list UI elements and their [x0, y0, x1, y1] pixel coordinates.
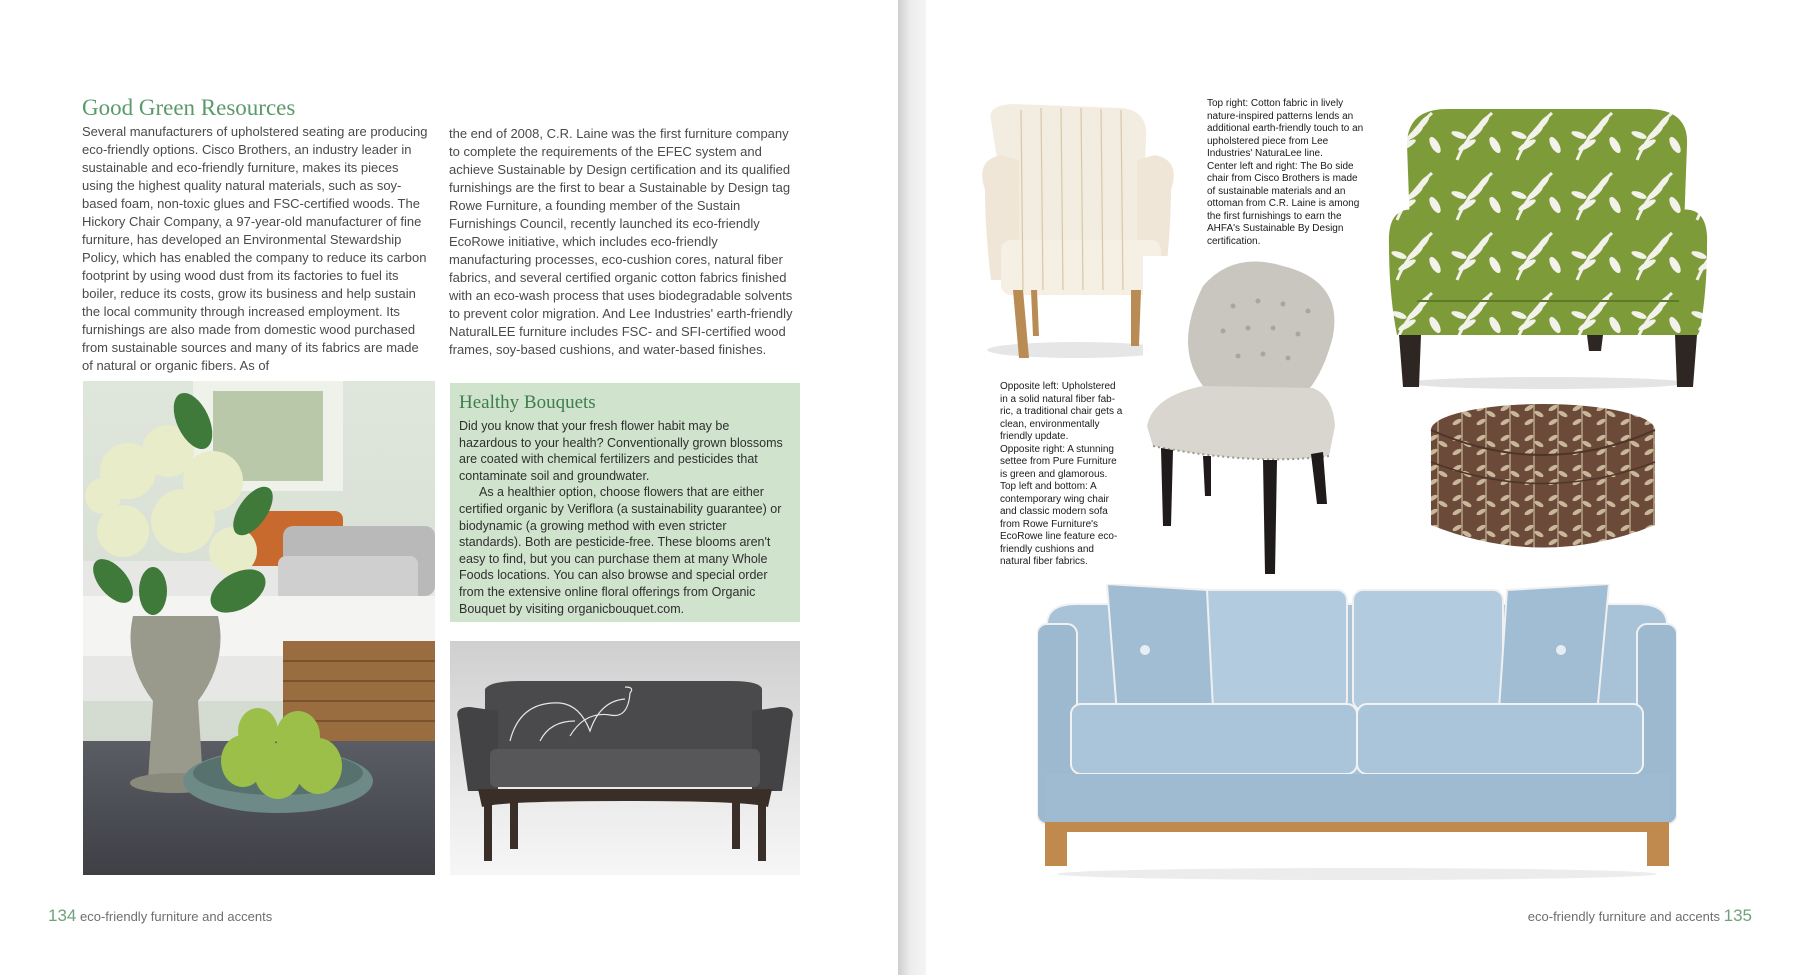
caption-opposite-right-text: Opposite right: A stunning settee from Pure Furniture is green and glamorous.: [1000, 443, 1117, 480]
hydrangea-pears-photo: [83, 381, 435, 875]
left-page: [0, 0, 898, 975]
fern-print-chair-photo: [1387, 105, 1709, 390]
body-column-2: the end of 2008, C.R. Laine was the first furniture company to complete the requirements of the EFEC system and achieve Sustainable by Design certification and its qualified furnishings are the first to bear a Sustainable by Design tag Rowe Furniture, a founding member of the Sustain Furnishings Council, recently launched its eco-friendly EcoRowe initiative, which includes eco-friendly manufacturing processes, eco-cushion cores, natural fiber fabrics, and several certified organic cotton fabrics finished with an eco-wash process that uses biodegradable solvents to prevent color migration. And Lee Industries' earth-friendly NaturalLEE furniture includes FSC- and SFI-certified wood frames, soy-based cushions, and water-based finishes.: [449, 126, 793, 357]
healthy-bouquets-sidebar: [450, 383, 800, 622]
caption-top-right-text: Top right: Cotton fabric in lively nature-inspired patterns lends an additional earth-friendly touch to an upholstered piece from Lee Industries' NaturaLee line.: [1207, 98, 1364, 159]
left-running-footer: eco-friendly furniture and accents: [80, 909, 273, 924]
article-heading: Good Green Resources: [82, 95, 296, 120]
ottoman-photo: [1426, 400, 1660, 563]
right-folio: [1528, 906, 1752, 926]
right-running-footer: eco-friendly furniture and accents: [1527, 909, 1720, 924]
blue-sofa-photo: [1037, 584, 1677, 880]
caption-center-text: Center left and right: The Bo side chair from Cisco Brothers is made of sustainable materials and an ottoman from C.R. Laine is among the first furnishings to earn the AHFA's Sustainable By Design certification.: [1207, 160, 1360, 247]
left-folio: [48, 906, 272, 926]
caption-top-right: [1207, 98, 1365, 248]
caption-top-left-bottom-text: Top left and bottom: A contemporary wing chair and classic modern sofa from Rowe Furniture's EcoRowe line feature eco-friendly cushions and natural fiber fabrics.: [1000, 481, 1118, 567]
body-column-1: Several manufacturers of upholstered seating are producing eco-friendly options. Cisco Brothers, an industry leader in sustainable and eco-friendly furniture, makes its pieces using the highest quality natural materials, such as soy-based foam, non-toxic glues and FSC-certified woods. The Hickory Chair Company, a 97-year-old manufacturer of fine furniture, has developed an Environmental Stewardship Policy, which has enabled the company to reduce its carbon footprint by using wood dust from its factories to fuel its boiler, reduce its costs, grow its business and help sustain the local community through increased employment. Its furnishings are also made from domestic wood purchased from sustainable sources and many of its fabrics are made of natural or organic fibers. As of: [82, 124, 428, 373]
sidebar-paragraph-1: Did you know that your fresh flower habit may be hazardous to your health? Conventionally grown blossoms are coated with chemical fertilizers and pesticides that contaminate soil and groundwater.: [459, 419, 783, 483]
settee-photo: [450, 641, 800, 875]
book-gutter: [898, 0, 926, 975]
caption-opposite-left-text: Opposite left: Upholstered in a solid natural fiber fab-ric, a traditional chair gets a clean, environmentally friendly update.: [1000, 381, 1123, 442]
caption-opposite: [1000, 381, 1123, 569]
sidebar-heading: Healthy Bouquets: [459, 392, 596, 413]
right-page-number: 135: [1723, 906, 1752, 925]
bo-side-chair-photo: [1143, 256, 1363, 576]
sidebar-paragraph-2: As a healthier option, choose flowers that are either certified organic by Veriflora (a sustainability guarantee) or biodynamic (a growing method with even stricter standards). Both are pesticide-free. These blooms aren't easy to find, but you can purchase them at many Whole Foods locations. You can also browse and special order from the extensive online floral offerings from Organic Bouquet by visiting organicbouquet.com.: [459, 485, 782, 616]
right-page: [926, 0, 1800, 975]
left-page-number: 134: [48, 906, 77, 925]
